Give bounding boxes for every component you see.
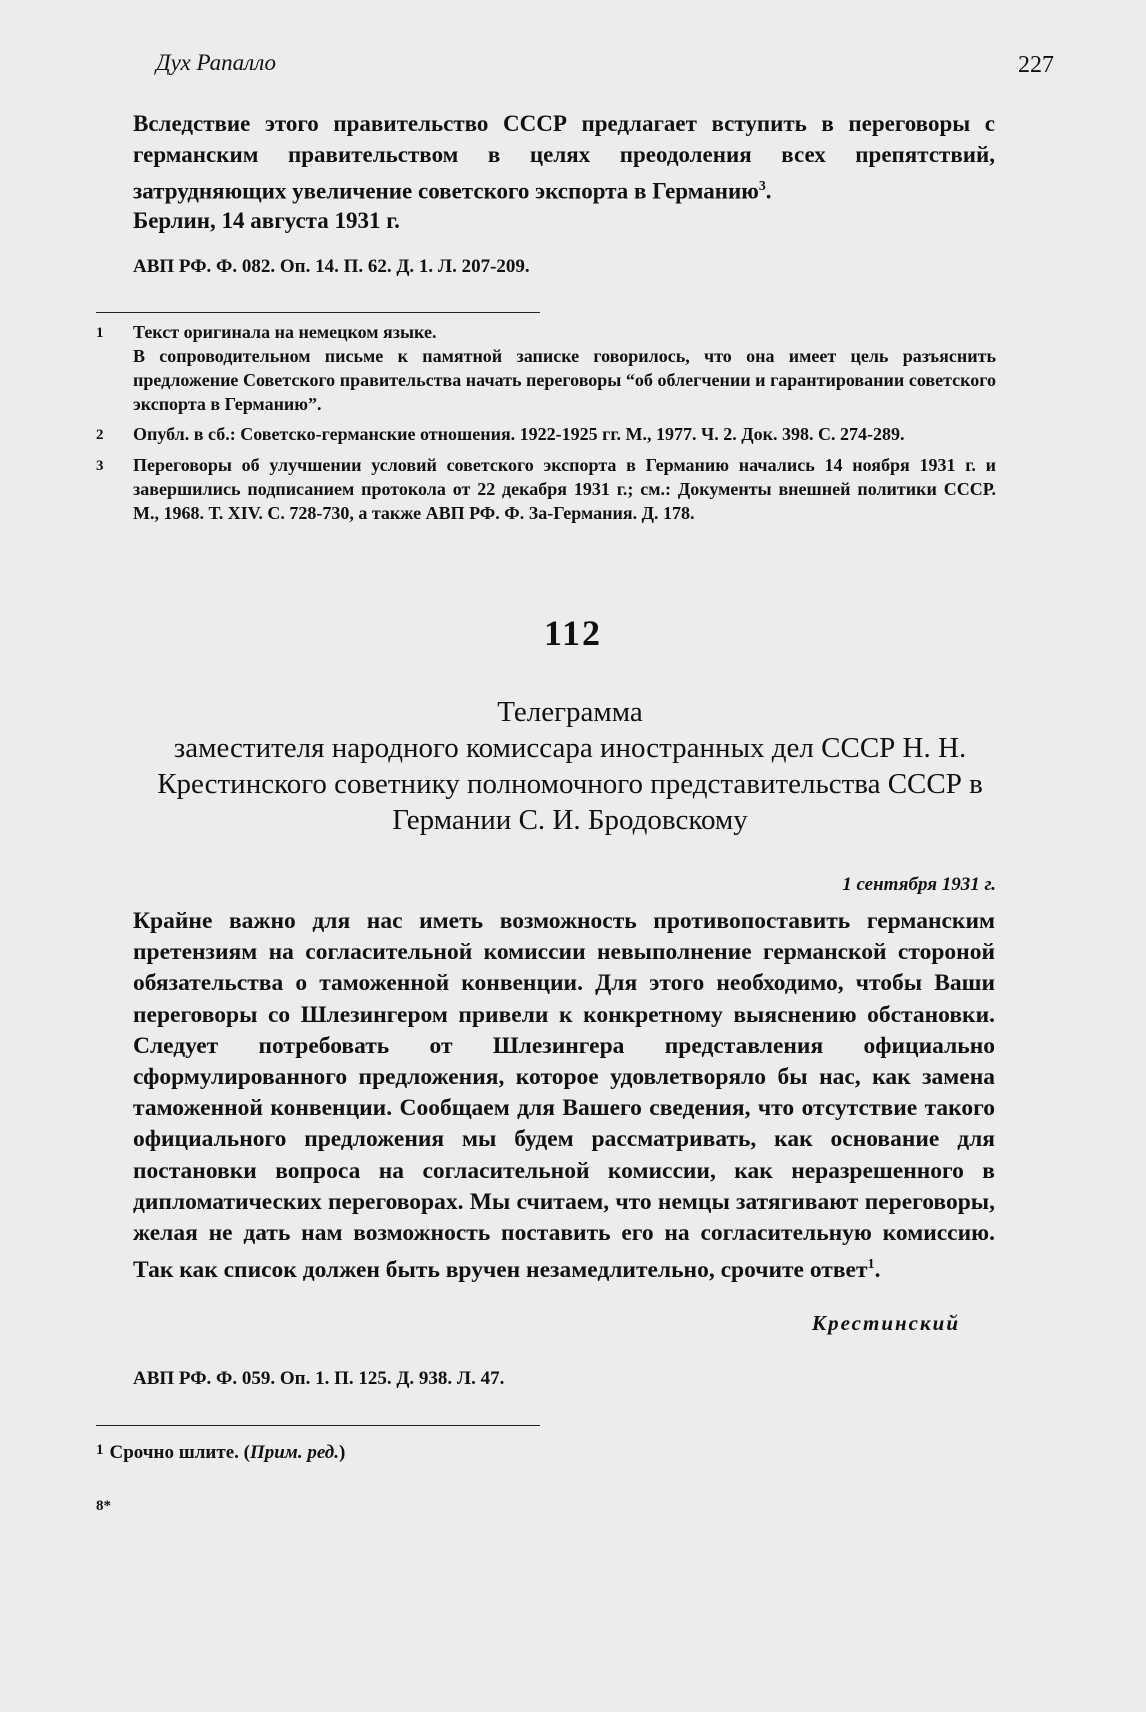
page-number: 227 <box>1018 52 1054 78</box>
footnote-ref: 1 <box>867 1256 875 1273</box>
document-title-rest: заместителя народного комиссара иностранных дел СССР Н. Н. Крестинского советнику полномочного представительства СССР в Германии С. И. Бродовскому <box>157 732 983 836</box>
document-footnote <box>96 1442 345 1464</box>
document-number: 112 <box>543 613 602 653</box>
document-body-text: Крайне важно для нас иметь возможность противопоставить германским претензиям на согласительной комиссии невыполнение германской стороной обязательства о таможенной конвенции. Для этого необходимо, чтобы Ваши переговоры со Шлезингером привели к конкретному выяснению обстановки. Следует потребовать от Шлезингера представления официально сформулированного предложения, которое удовлетворяло бы нас, как замена таможенной конвенции. Сообщаем для Вашего сведения, что отсутствие такого официального предложения мы будем рассматривать, как основание для постановки вопроса на согласительной комиссии, как неразрешенного в дипломатических переговорах. Мы считаем, что немцы затягивают переговоры, желая не дать нам возможность поставить его на согласительную комиссию. Так как список должен быть вручен незамедлительно, срочите ответ <box>133 908 995 1284</box>
prev-document-archive: АВП РФ. Ф. 082. Оп. 14. П. 62. Д. 1. Л. 207-209. <box>133 256 530 277</box>
running-head: Дух Рапалло <box>156 50 277 75</box>
prev-document-text: Вследствие этого правительство СССР предлагает вступить в переговоры с германским правительством в целях преодоления всех препятствий, затрудняющих увеличение советского экспорта в Германию <box>133 111 995 204</box>
footnote-rule <box>96 312 540 313</box>
document-body: Крайне важно для нас иметь возможность противопоставить германским претензиям на согласительной комиссии невыполнение германской стороной обязательства о таможенной конвенции. Для этого необходимо, чтобы Ваши переговоры со Шлезингером привели к конкретному выяснению обстановки. Следует потребовать от Шлезингера представления официально сформулированного предложения, которое удовлетворяло бы нас, как замена таможенной конвенции. Сообщаем для Вашего сведения, что отсутствие такого официального предложения мы будем рассматривать, как основание для постановки вопроса на согласительной комиссии, как неразрешенного в дипломатических переговорах. Мы считаем, что немцы затягивают переговоры, желая не дать нам возможность поставить его на согласительную комиссию. Так как список должен быть вручен незамедлительно, срочите ответ$^1$. <box>133 908 995 1284</box>
footnotes-prev <box>96 320 996 531</box>
document-signature: Крестинский <box>811 1311 960 1335</box>
document-title <box>120 694 1020 838</box>
document-title-type: Телеграмма <box>497 696 643 728</box>
footnote-item <box>96 422 996 447</box>
footnote-number: 2 <box>96 427 104 443</box>
footnote-number: 1 <box>96 1442 104 1458</box>
footnote-text-end: ) <box>338 1442 346 1463</box>
footnote-text: Переговоры об улучшении условий советского экспорта в Германию начались 14 ноября 1931 г. и завершились подписанием протокола от 22 декабря 1931 г.; см.: Документы внешней политики СССР. М., 1968. Т. XIV. С. 728-730, а также АВП РФ. Ф. За-Германия. Д. 178. <box>133 455 996 523</box>
footnote-item <box>96 453 996 525</box>
footnote-text: В сопроводительном письме к памятной записке говорилось, что она имеет цель разъяснить предложение Советского правительства начать переговоры “об облегчении и гарантировании советского экспорта в Германию”. <box>133 346 996 414</box>
footnote-rule <box>96 1425 540 1426</box>
footnote-number: 3 <box>96 458 104 474</box>
footnote-number: 1 <box>96 325 104 341</box>
footnote-text: Текст оригинала на немецком языке. <box>133 322 437 342</box>
document-archive: АВП РФ. Ф. 059. Оп. 1. П. 125. Д. 938. Л. 47. <box>133 1368 505 1389</box>
document-date: 1 сентября 1931 г. <box>842 874 996 895</box>
footnote-ref: 3 <box>758 178 766 193</box>
footnote-text-italic: Прим. ред. <box>249 1442 339 1463</box>
footnote-text: Срочно шлите. ( <box>109 1442 250 1463</box>
prev-document-dateline: Берлин, 14 августа 1931 г. <box>133 208 400 233</box>
prev-document-body: Вследствие этого правительство СССР предлагает вступить в переговоры с германским правительством в целях преодоления всех препятствий, затрудняющих увеличение советского экспорта в Германию$^3$. <box>133 111 995 204</box>
footnote-text: Опубл. в сб.: Советско-германские отношения. 1922-1925 гг. М., 1977. Ч. 2. Док. 398. С. 274-289. <box>133 424 905 444</box>
footnote-item <box>96 320 996 416</box>
printer-signature-mark: 8* <box>96 1498 111 1514</box>
